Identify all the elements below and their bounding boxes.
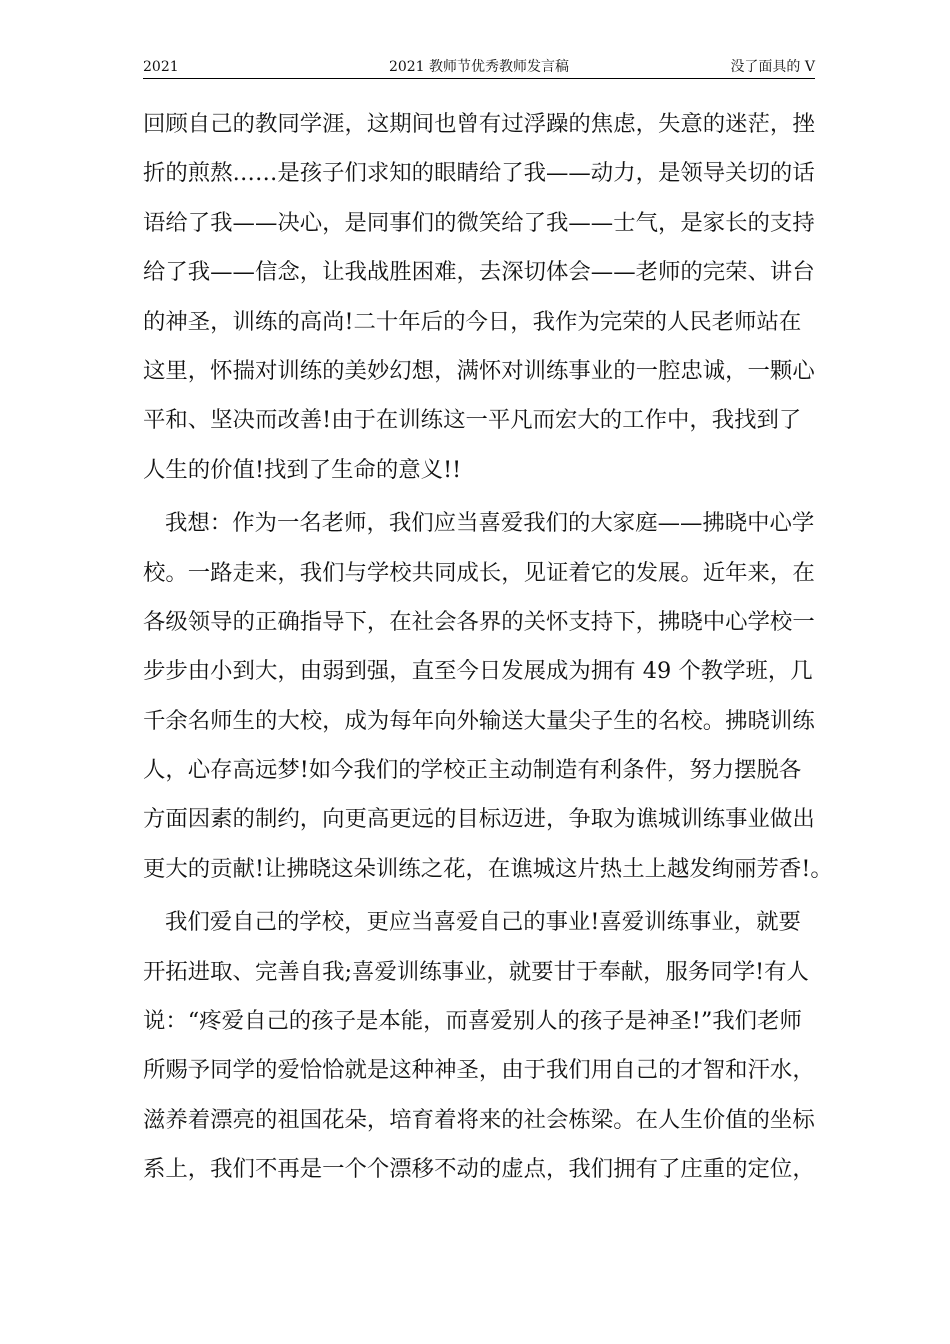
paragraph-3 bbox=[143, 898, 821, 1194]
text-line: 步步由小到大，由弱到强，直至今日发展成为拥有 49 个教学班，几 bbox=[143, 658, 813, 685]
text-line: 这里，怀揣对训练的美妙幻想，满怀对训练事业的一腔忠诚，一颗心 bbox=[143, 357, 815, 384]
text-line: 方面因素的制约，向更高更远的目标迈进，争取为谯城训练事业做出 bbox=[143, 806, 815, 833]
text-line: 的神圣，训练的高尚!二十年后的今日，我作为完荣的人民老师站在 bbox=[143, 308, 802, 335]
paragraph-1 bbox=[143, 100, 821, 495]
text-line: 校。一路走来，我们与学校共同成长，见证着它的发展。近年来，在 bbox=[143, 559, 815, 586]
text-line: 我想：作为一名老师，我们应当喜爱我们的大家庭——拂晓中心学 bbox=[165, 510, 815, 537]
header-document-title: 2021 教师节优秀教师发言稿 bbox=[388, 59, 570, 75]
text-line: 语给了我——决心，是同事们的微笑给了我——士气，是家长的支持 bbox=[143, 209, 815, 236]
text-line: 更大的贡献!让拂晓这朵训练之花，在谯城这片热土上越发绚丽芳香!。 bbox=[143, 855, 833, 882]
text-line: 人生的价值!找到了生命的意义!! bbox=[143, 456, 462, 483]
text-line: 说：“疼爱自己的孩子是本能，而喜爱别人的孩子是神圣!”我们老师 bbox=[143, 1008, 802, 1035]
text-line: 回顾自己的教同学涯，这期间也曾有过浮躁的焦虑，失意的迷茫，挫 bbox=[143, 111, 815, 137]
text-line: 系上，我们不再是一个个漂移不动的虚点，我们拥有了庄重的定位， bbox=[143, 1156, 815, 1183]
header-year: 2021 bbox=[143, 59, 179, 75]
text-line: 千余名师生的大校，成为每年向外输送大量尖子生的名校。拂晓训练 bbox=[143, 707, 815, 734]
text-line: 折的煎熬……是孩子们求知的眼睛给了我——动力，是领导关切的话 bbox=[143, 160, 815, 187]
text-line: 所赐予同学的爱恰恰就是这种神圣，由于我们用自己的才智和汗水， bbox=[143, 1057, 815, 1084]
header-author: 没了面具的 V bbox=[730, 59, 815, 75]
text-line: 人，心存高远梦!如今我们的学校正主动制造有利条件，努力摆脱各 bbox=[143, 757, 802, 784]
paragraph-2 bbox=[143, 499, 833, 894]
page-header bbox=[143, 56, 815, 79]
text-line: 滋养着漂亮的祖国花朵，培育着将来的社会栋梁。在人生价值的坐标 bbox=[143, 1106, 815, 1133]
text-line: 给了我——信念，让我战胜困难，去深切体会——老师的完荣、讲台 bbox=[143, 259, 815, 286]
text-line: 开拓进取、完善自我;喜爱训练事业，就要甘于奉献，服务同学!有人 bbox=[143, 958, 809, 985]
text-line: 平和、坚决而改善!由于在训练这一平凡而宏大的工作中，我找到了 bbox=[143, 407, 802, 434]
text-line: 我们爱自己的学校，更应当喜爱自己的事业!喜爱训练事业，就要 bbox=[165, 909, 801, 936]
text-line: 各级领导的正确指导下，在社会各界的关怀支持下，拂晓中心学校一 bbox=[143, 608, 815, 635]
document-body bbox=[143, 100, 833, 1195]
